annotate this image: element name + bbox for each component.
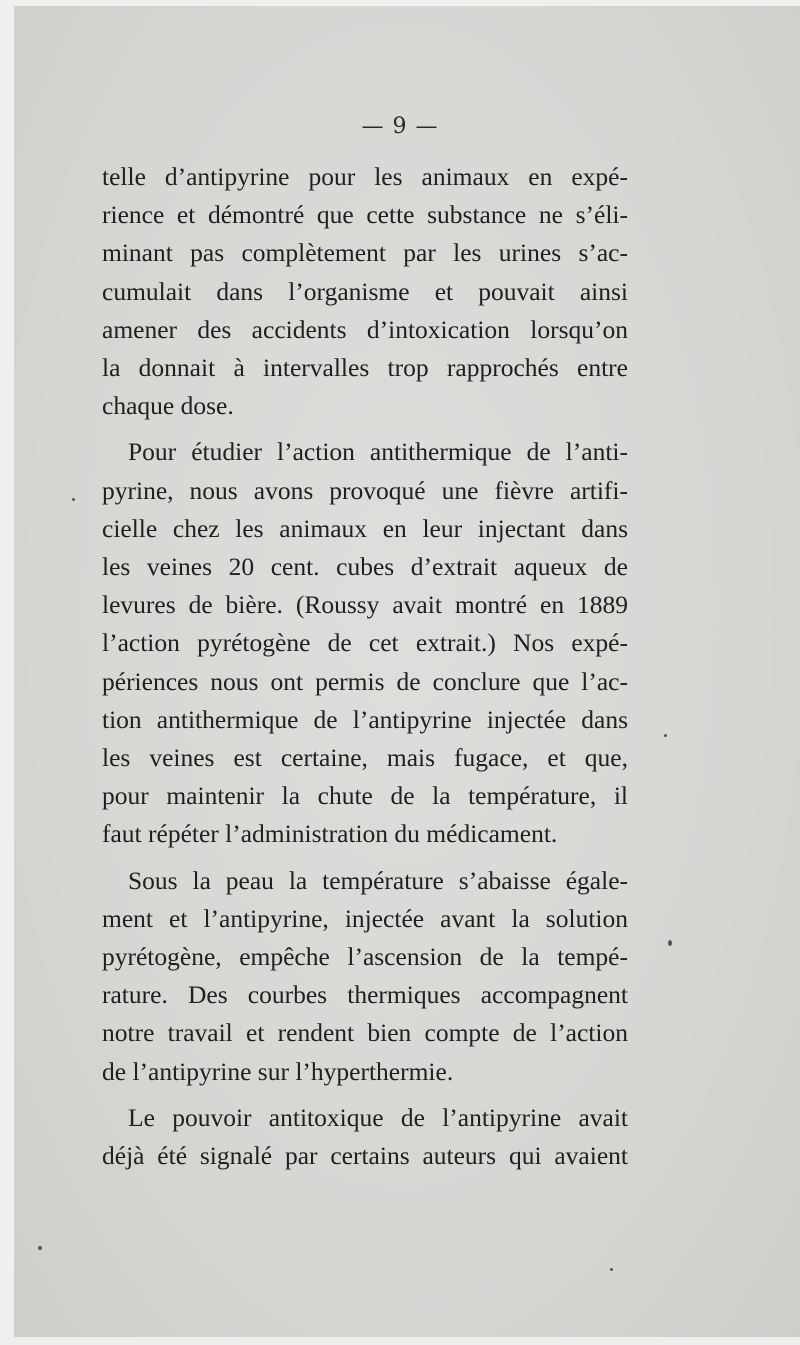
text-line: notre travail et rendent bien compte de l’action [102, 1018, 628, 1048]
scan-speck [610, 1268, 613, 1271]
scan-speck [38, 1246, 42, 1250]
text-line: les veines 20 cent. cubes d’extrait aqueux de [102, 552, 628, 582]
text-line: rature. Des courbes thermiques accompagnent [102, 980, 628, 1010]
page-edge-bottom [0, 1337, 800, 1345]
text-line: amener des accidents d’intoxication lorsqu’on [102, 314, 628, 344]
text-line: tion antithermique de l’antipyrine injectée dans [102, 704, 628, 734]
scan-speck [72, 498, 75, 501]
text-line: cumulait dans l’organisme et pouvait ainsi [102, 276, 628, 306]
text-line: ment et l’antipyrine, injectée avant la solution [102, 903, 628, 933]
text-line: périences nous ont permis de conclure que l’ac- [102, 666, 628, 696]
text-line: pyrétogène, empêche l’ascension de la tempé- [102, 942, 628, 972]
paragraph [102, 1099, 628, 1175]
paragraph [102, 862, 628, 1091]
text-line: la donnait à intervalles trop rapprochés entre [102, 353, 628, 383]
text-line: Le pouvoir antitoxique de l’antipyrine avait [128, 1102, 628, 1132]
text-line: chaque dose. [102, 391, 234, 421]
text-line: l’action pyrétogène de cet extrait.) Nos expé- [102, 628, 628, 658]
text-line: rience et démontré que cette substance ne s’éli- [102, 200, 628, 230]
text-line: pyrine, nous avons provoqué une fièvre artifi- [102, 475, 628, 505]
text-line: Pour étudier l’action antithermique de l’anti- [128, 437, 628, 467]
text-line: telle d’antipyrine pour les animaux en expé- [102, 162, 628, 191]
text-line: Sous la peau la température s’abaisse égale- [128, 865, 628, 895]
page-edge-left [0, 0, 14, 1345]
paragraph [102, 433, 628, 853]
text-line: cielle chez les animaux en leur injectant dans [102, 513, 628, 543]
text-line: les veines est certaine, mais fugace, et que, [102, 743, 628, 773]
scan-speck [664, 734, 667, 737]
page-number: — 9 — [361, 114, 439, 139]
body-text [102, 158, 628, 1183]
text-line: faut répéter l’administration du médicament. [102, 819, 558, 849]
paragraph [102, 158, 628, 425]
text-line: levures de bière. (Roussy avait montré en 1889 [102, 590, 628, 620]
text-line: pour maintenir la chute de la température, il [102, 781, 628, 811]
text-line: de l’antipyrine sur l’hyperthermie. [102, 1056, 454, 1086]
page-edge-top [0, 0, 800, 6]
text-line: minant pas complètement par les urines s’ac- [102, 238, 628, 268]
scan-speck [668, 940, 672, 946]
text-line: déjà été signalé par certains auteurs qui avaient [102, 1141, 628, 1171]
